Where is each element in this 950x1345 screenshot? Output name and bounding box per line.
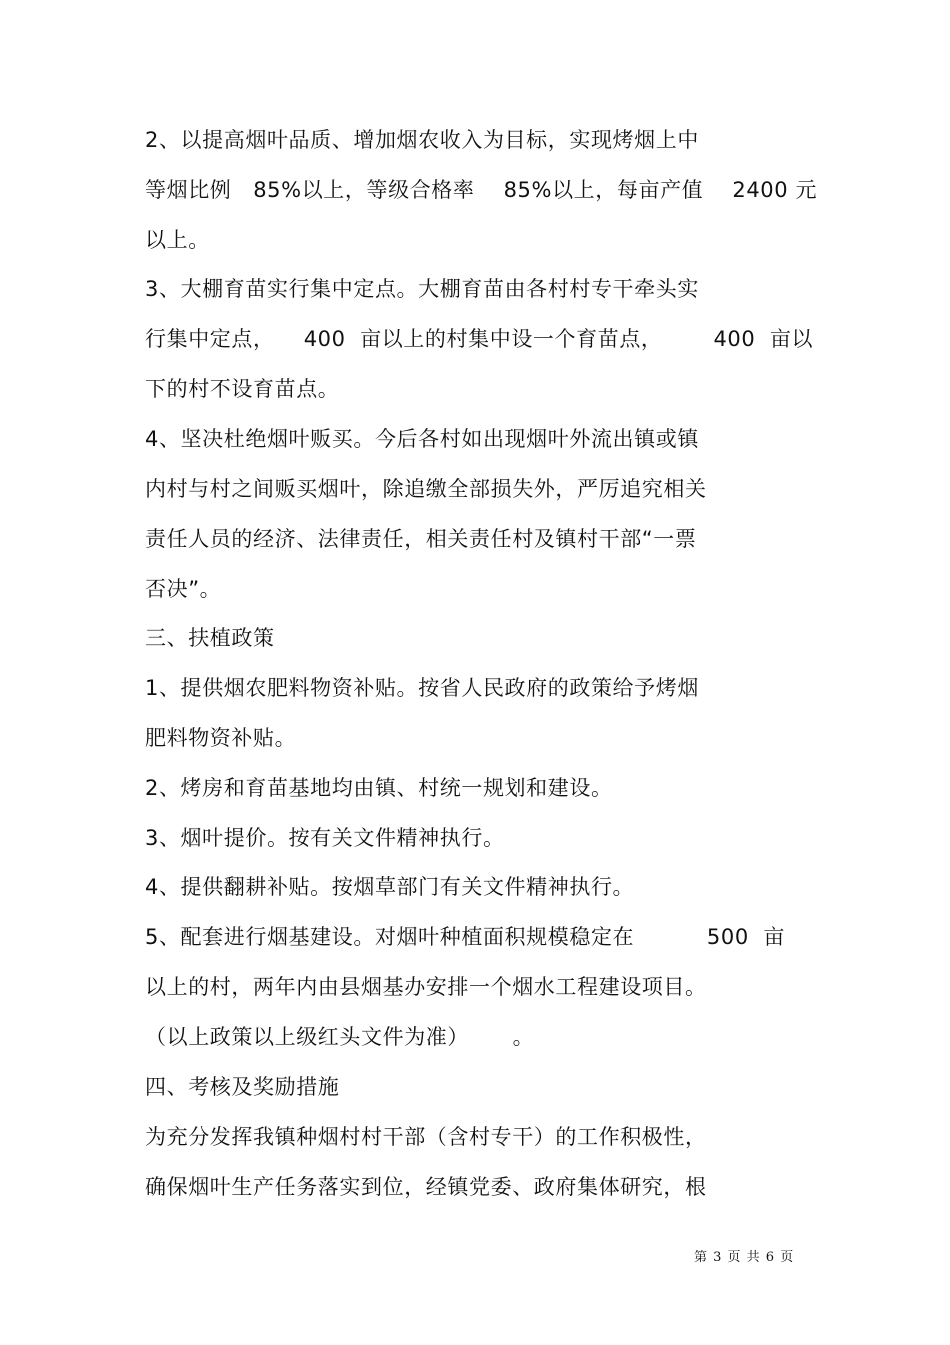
text-line: 内村与村之间贩买烟叶，除追缴全部损失外，严厉追究相关 <box>145 477 707 501</box>
text-line: 责任人员的经济、法律责任，相关责任村及镇村干部“一票 <box>145 527 697 551</box>
text-line: 为充分发挥我镇种烟村村干部（含村专干）的工作积极性， <box>145 1125 707 1149</box>
text-line: 下的村不设育苗点。 <box>145 377 340 401</box>
text-line: 以上。 <box>145 228 210 252</box>
text-line: 以上的村，两年内由县烟基办安排一个烟水工程建设项目。 <box>145 975 707 999</box>
text-line: 行集中定点， 400 亩以上的村集中设一个育苗点， 400 亩以 <box>145 327 814 351</box>
text-line: 5、配套进行烟基建设。对烟叶种植面积规模稳定在 500 亩 <box>145 925 785 949</box>
text-line: 肥料物资补贴。 <box>145 726 297 750</box>
text-line: （以上政策以上级红头文件为准） 。 <box>145 1025 535 1049</box>
text-line: 2、以提高烟叶品质、增加烟农收入为目标，实现烤烟上中 <box>145 128 699 152</box>
page-number: 第 3 页 共 6 页 <box>694 1250 795 1265</box>
text-line: 否决”。 <box>145 577 222 601</box>
text-line: 确保烟叶生产任务落实到位，经镇党委、政府集体研究，根 <box>145 1175 707 1199</box>
section-heading: 四、考核及奖励措施 <box>145 1075 340 1099</box>
section-heading: 三、扶植政策 <box>145 626 275 650</box>
text-line: 3、烟叶提价。按有关文件精神执行。 <box>145 826 505 850</box>
text-line: 4、提供翻耕补贴。按烟草部门有关文件精神执行。 <box>145 875 635 899</box>
text-line: 1、提供烟农肥料物资补贴。按省人民政府的政策给予烤烟 <box>145 676 699 700</box>
text-line: 3、大棚育苗实行集中定点。大棚育苗由各村村专干牵头实 <box>145 277 699 301</box>
text-line: 2、烤房和育苗基地均由镇、村统一规划和建设。 <box>145 776 613 800</box>
text-line: 等烟比例 85%以上，等级合格率 85%以上，每亩产值 2400 元 <box>145 178 818 202</box>
text-line: 4、坚决杜绝烟叶贩买。今后各村如出现烟叶外流出镇或镇 <box>145 427 699 451</box>
